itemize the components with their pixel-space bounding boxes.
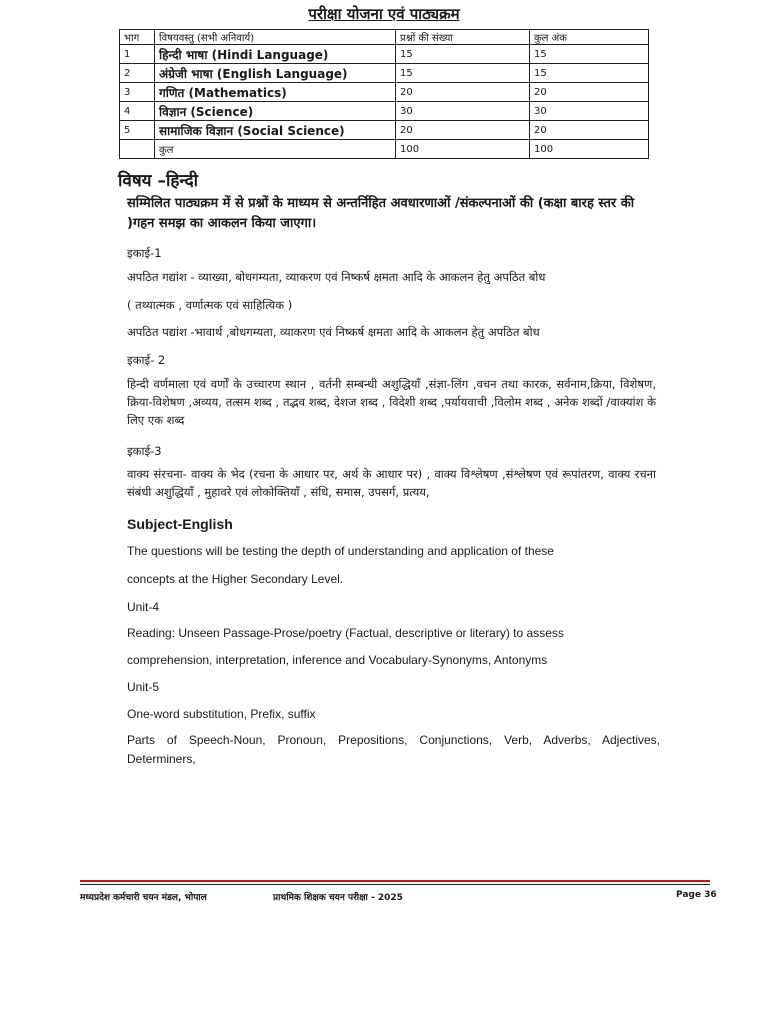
table-row xyxy=(120,83,649,102)
page-title: परीक्षा योजना एवं पाठ्यक्रम xyxy=(308,5,460,23)
table-cell: गणित (Mathematics) xyxy=(155,83,396,102)
english-unit4-line1: Reading: Unseen Passage-Prose/poetry (Factual, descriptive or literary) to assess xyxy=(127,626,564,640)
english-intro-line2: concepts at the Higher Secondary Level. xyxy=(127,572,344,586)
table-cell: 20 xyxy=(530,121,649,140)
table-cell: 20 xyxy=(396,121,530,140)
hindi-unit2-title: इकाई- 2 xyxy=(127,353,166,367)
table-cell: 100 xyxy=(396,140,530,159)
table-row xyxy=(120,102,649,121)
footer-exam-name: प्राथमिक शिक्षक चयन परीक्षा - 2025 xyxy=(273,893,403,903)
table-cell: 4 xyxy=(120,102,155,121)
table-row xyxy=(120,45,649,64)
table-cell: 30 xyxy=(530,102,649,121)
hindi-unit3-title: इकाई-3 xyxy=(127,444,162,458)
table-cell: 1 xyxy=(120,45,155,64)
table-cell: 30 xyxy=(396,102,530,121)
column-header: विषयवस्तु (सभी अनिवार्य) xyxy=(155,30,396,45)
table-cell: कुल xyxy=(155,140,396,159)
table-cell: 2 xyxy=(120,64,155,83)
table-cell xyxy=(120,140,155,159)
table-cell: 20 xyxy=(396,83,530,102)
english-unit4-line2: comprehension, interpretation, inference and Vocabulary-Synonyms, Antonyms xyxy=(127,653,548,667)
table-cell: अंग्रेजी भाषा (English Language) xyxy=(155,64,396,83)
table-header-row xyxy=(120,30,649,45)
hindi-unit2-text: हिन्दी वर्णमाला एवं वर्णों के उच्चारण स्थान , वर्तनी सम्बन्धी अशुद्धियाँ ,संज्ञा-लिंग ,वचन तथा कारक, सर्वनाम,क्रिया, विशेषण, क्रिया-विशेषण ,अव्यय, तत्सम शब्द , तद्भव शब्द, देशज शब्द , विदेशी शब्द ,पर्यायवाची ,विलोम शब्द , अनेक शब्दों /वाक्यांश के लिए एक शब्द xyxy=(127,377,656,427)
column-header: प्रश्नों की संख्या xyxy=(396,30,530,45)
english-intro-line1: The questions will be testing the depth of understanding and application of these xyxy=(127,544,554,558)
english-unit5-title: Unit-5 xyxy=(127,680,160,694)
english-unit5-line1: One-word substitution, Prefix, suffix xyxy=(127,707,316,721)
table-cell: सामाजिक विज्ञान (Social Science) xyxy=(155,121,396,140)
column-header: भाग xyxy=(120,30,155,45)
column-header: कुल अंक xyxy=(530,30,649,45)
hindi-unit1-line1: अपठित गद्यांश - व्याख्या, बोधगम्यता, व्याकरण एवं निष्कर्ष क्षमता आदि के आकलन हेतु अपठित बोध xyxy=(127,270,546,284)
table-cell: हिन्दी भाषा (Hindi Language) xyxy=(155,45,396,64)
table-cell: 3 xyxy=(120,83,155,102)
table-row xyxy=(120,121,649,140)
table-cell: 20 xyxy=(530,83,649,102)
hindi-unit1-line2: ( तथ्यात्मक , वर्णात्मक एवं साहित्यिक ) xyxy=(127,298,293,312)
table-total-row xyxy=(120,140,649,159)
footer-divider-red xyxy=(80,880,710,882)
hindi-unit1-line3: अपठित पद्यांश -भावार्थ ,बोधगम्यता, व्याकरण एवं निष्कर्ष क्षमता आदि के आकलन हेतु अपठित बोध xyxy=(127,325,540,339)
footer-page-number: Page 36 xyxy=(676,890,717,900)
hindi-intro: सम्मिलित पाठ्यक्रम में से प्रश्नों के माध्यम से अन्तर्निहित अवधारणाओं /संकल्पनाओं की (कक्षा बारह स्तर की )गहन समझ का आकलन किया जाएगा। xyxy=(127,196,635,231)
table-cell: 5 xyxy=(120,121,155,140)
table-cell: 15 xyxy=(396,64,530,83)
table-cell: 15 xyxy=(530,45,649,64)
table-cell: 15 xyxy=(530,64,649,83)
footer-board-name: मध्यप्रदेश कर्मचारी चयन मंडल, भोपाल xyxy=(80,893,207,903)
english-section-heading: Subject-English xyxy=(127,516,233,532)
english-unit4-title: Unit-4 xyxy=(127,600,160,614)
table-cell: 100 xyxy=(530,140,649,159)
hindi-unit3-text: वाक्य संरचना- वाक्य के भेद (रचना के आधार पर, अर्थ के आधार पर) , वाक्य विश्लेषण ,संश्लेषण एवं रूपांतरण, वाक्य रचना संबंधी अशुद्धियाँ , मुहावरे एवं लोकोक्तियाँ , संधि, समास, उपसर्ग, प्रत्यय, xyxy=(127,467,656,499)
footer-divider-black xyxy=(80,884,710,885)
hindi-section-heading: विषय –हिन्दी xyxy=(118,171,199,191)
table-cell: विज्ञान (Science) xyxy=(155,102,396,121)
exam-scheme-table xyxy=(119,29,649,159)
hindi-unit1-title: इकाई-1 xyxy=(127,246,162,260)
table-row xyxy=(120,64,649,83)
english-unit5-line2: Parts of Speech-Noun, Pronoun, Prepositions, Conjunctions, Verb, Adverbs, Adjectives, Determiners, xyxy=(127,733,660,766)
table-cell: 15 xyxy=(396,45,530,64)
